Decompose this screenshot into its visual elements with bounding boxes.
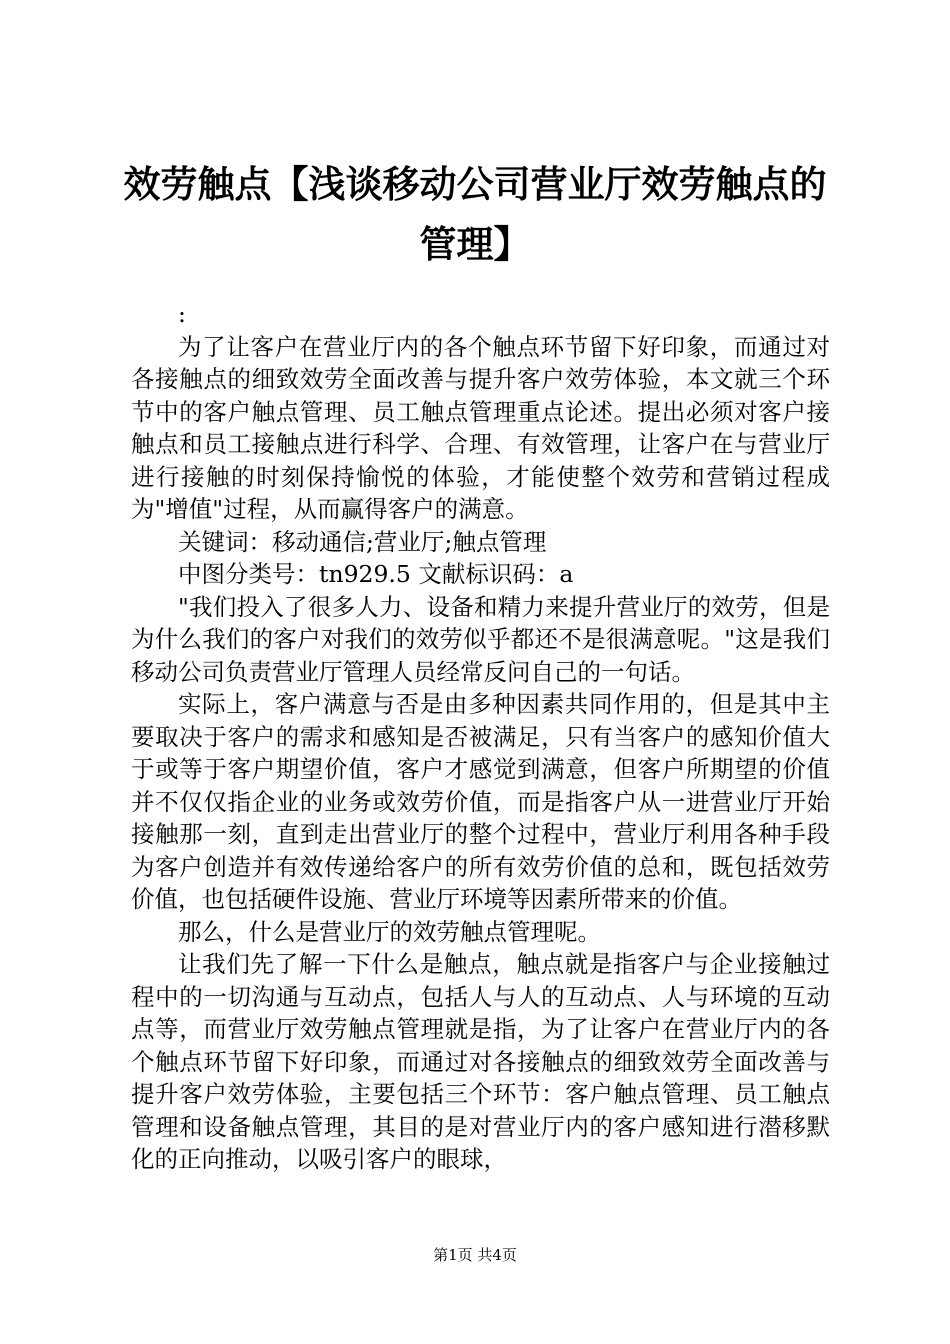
paragraph-abstract: 为了让客户在营业厅内的各个触点环节留下好印象，而通过对各接触点的细致效劳全面改善与提升客户效劳体验，本文就三个环节中的客户触点管理、员工触点管理重点论述。提出必须对客户接触点和员工接触点进行科学、合理、有效管理，让客户在与营业厅进行接触的时刻保持愉悦的体验，才能使整个效劳和营销过程成为"增值"过程，从而赢得客户的满意。	[131, 332, 830, 523]
document-body	[131, 298, 830, 1176]
document-title: 效劳触点【浅谈移动公司营业厅效劳触点的管理】	[123, 162, 827, 266]
paragraph-keywords: 关键词：移动通信;营业厅;触点管理	[178, 527, 547, 556]
paragraph-touchpoint-definition: 让我们先了解一下什么是触点，触点就是指客户与企业接触过程中的一切沟通与互动点，包括人与人的互动点、人与环境的互动点等，而营业厅效劳触点管理就是指，为了让客户在营业厅内的各个触点环节留下好印象，而通过对各接触点的细致效劳全面改善与提升客户效劳体验，主要包括三个环节：客户触点管理、员工触点管理和设备触点管理，其目的是对营业厅内的客户感知进行潜移默化的正向推动，以吸引客户的眼球，	[131, 950, 830, 1173]
paragraph-question: 那么，什么是营业厅的效劳触点管理呢。	[178, 917, 601, 946]
paragraph-quote: "我们投入了很多人力、设备和精力来提升营业厅的效劳，但是为什么我们的客户对我们的效劳似乎都还不是很满意呢。"这是我们移动公司负责营业厅管理人员经常反问自己的一句话。	[131, 592, 830, 686]
paragraph-customer-satisfaction: 实际上，客户满意与否是由多种因素共同作用的，但是其中主要取决于客户的需求和感知是否被满足，只有当客户的感知价值大于或等于客户期望价值，客户才感觉到满意，但客户所期望的价值并不仅仅指企业的业务或效劳价值，而是指客户从一进营业厅开始接触那一刻，直到走出营业厅的整个过程中，营业厅利用各种手段为客户创造并有效传递给客户的所有效劳价值的总和，既包括效劳价值，也包括硬件设施、营业厅环境等因素所带来的价值。	[131, 690, 830, 913]
page-footer: 第1页 共4页	[433, 1246, 517, 1264]
paragraph-colon: :	[178, 300, 186, 328]
paragraph-classification: 中图分类号：tn929.5 文献标识码：a	[178, 560, 574, 588]
